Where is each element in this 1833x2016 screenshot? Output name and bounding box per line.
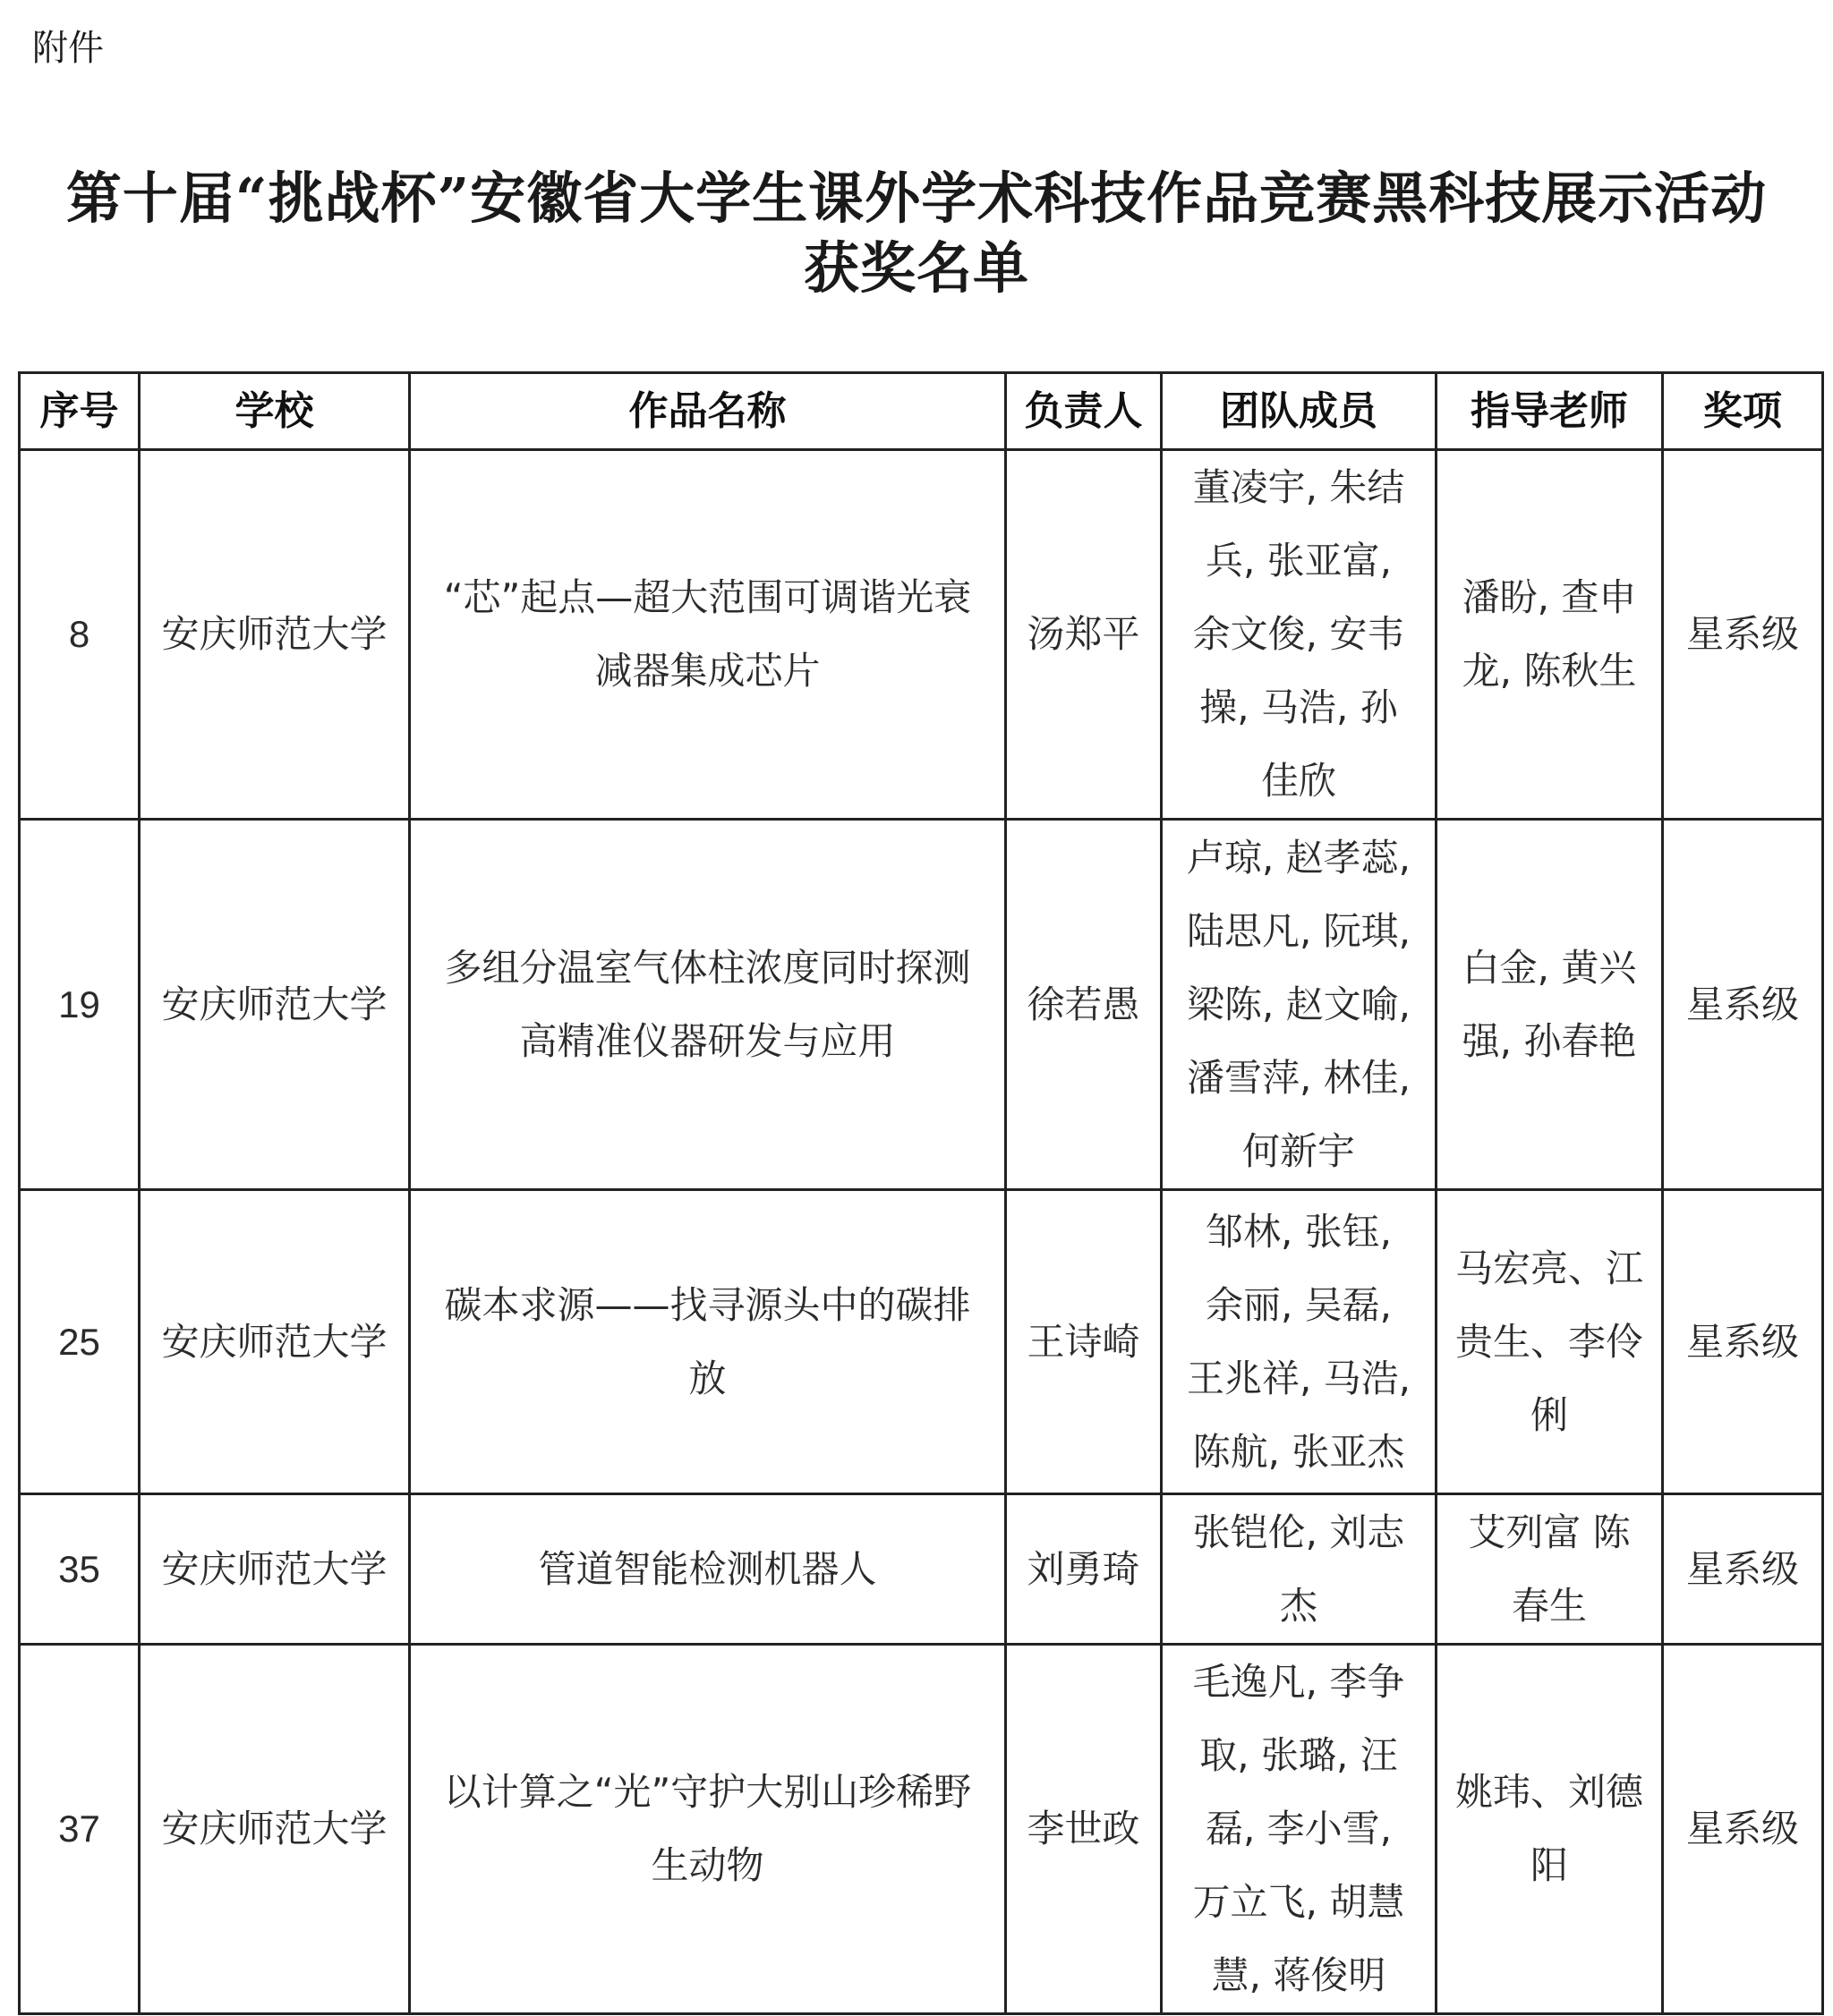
cell-advisors: 潘盼, 查申 龙, 陈秋生 (1437, 450, 1663, 820)
cell-work: 管道智能检测机器人 (410, 1494, 1006, 1645)
header-work: 作品名称 (410, 373, 1006, 450)
cell-members: 卢琼, 赵孝蕊, 陆思凡, 阮琪, 梁陈, 赵文喻, 潘雪萍, 林佳, 何新宇 (1162, 820, 1437, 1190)
cell-no: 19 (20, 820, 140, 1190)
cell-work: “芯”起点—超大范围可调谐光衰 减器集成芯片 (410, 450, 1006, 820)
cell-no: 8 (20, 450, 140, 820)
table-row (20, 1494, 1823, 1645)
award-table (18, 371, 1824, 2015)
header-leader: 负责人 (1006, 373, 1162, 450)
table-row (20, 1645, 1823, 2014)
cell-work: 以计算之“光”守护大别山珍稀野 生动物 (410, 1645, 1006, 2014)
cell-award: 星系级 (1663, 1494, 1823, 1645)
cell-no: 25 (20, 1190, 140, 1494)
cell-work: 多组分温室气体柱浓度同时探测 高精准仪器研发与应用 (410, 820, 1006, 1190)
cell-award: 星系级 (1663, 1645, 1823, 2014)
cell-advisors: 马宏亮、江 贵生、李伶 俐 (1437, 1190, 1663, 1494)
header-no: 序号 (20, 373, 140, 450)
cell-no: 37 (20, 1645, 140, 2014)
table-row (20, 450, 1823, 820)
cell-members: 董凌宇, 朱结 兵, 张亚富, 余文俊, 安韦 操, 马浩, 孙 佳欣 (1162, 450, 1437, 820)
cell-school: 安庆师范大学 (140, 820, 410, 1190)
cell-advisors: 姚玮、刘德 阳 (1437, 1645, 1663, 2014)
table-row (20, 820, 1823, 1190)
header-advisors: 指导老师 (1437, 373, 1663, 450)
cell-school: 安庆师范大学 (140, 450, 410, 820)
cell-advisors: 艾列富 陈 春生 (1437, 1494, 1663, 1645)
cell-work: 碳本求源——找寻源头中的碳排 放 (410, 1190, 1006, 1494)
cell-no: 35 (20, 1494, 140, 1645)
header-award: 奖项 (1663, 373, 1823, 450)
cell-school: 安庆师范大学 (140, 1494, 410, 1645)
cell-award: 星系级 (1663, 450, 1823, 820)
cell-leader: 徐若愚 (1006, 820, 1162, 1190)
cell-school: 安庆师范大学 (140, 1190, 410, 1494)
cell-members: 邹林, 张钰, 余丽, 吴磊, 王兆祥, 马浩, 陈航, 张亚杰 (1162, 1190, 1437, 1494)
cell-members: 张铠伦, 刘志 杰 (1162, 1494, 1437, 1645)
cell-award: 星系级 (1663, 820, 1823, 1190)
cell-advisors: 白金, 黄兴 强, 孙春艳 (1437, 820, 1663, 1190)
cell-leader: 王诗崎 (1006, 1190, 1162, 1494)
cell-school: 安庆师范大学 (140, 1645, 410, 2014)
table-header-row (20, 373, 1823, 450)
header-school: 学校 (140, 373, 410, 450)
cell-award: 星系级 (1663, 1190, 1823, 1494)
header-members: 团队成员 (1162, 373, 1437, 450)
table-row (20, 1190, 1823, 1494)
page-subtitle: 获奖名单 (803, 235, 1029, 301)
cell-leader: 李世政 (1006, 1645, 1162, 2014)
page-title: 第十届“挑战杯”安徽省大学生课外学术科技作品竞赛黑科技展示活动 (65, 166, 1768, 231)
cell-leader: 刘勇琦 (1006, 1494, 1162, 1645)
cell-members: 毛逸凡, 李争 取, 张璐, 汪 磊, 李小雪, 万立飞, 胡慧 慧, 蒋俊明 (1162, 1645, 1437, 2014)
cell-leader: 汤郑平 (1006, 450, 1162, 820)
attachment-label: 附件 (32, 28, 104, 69)
